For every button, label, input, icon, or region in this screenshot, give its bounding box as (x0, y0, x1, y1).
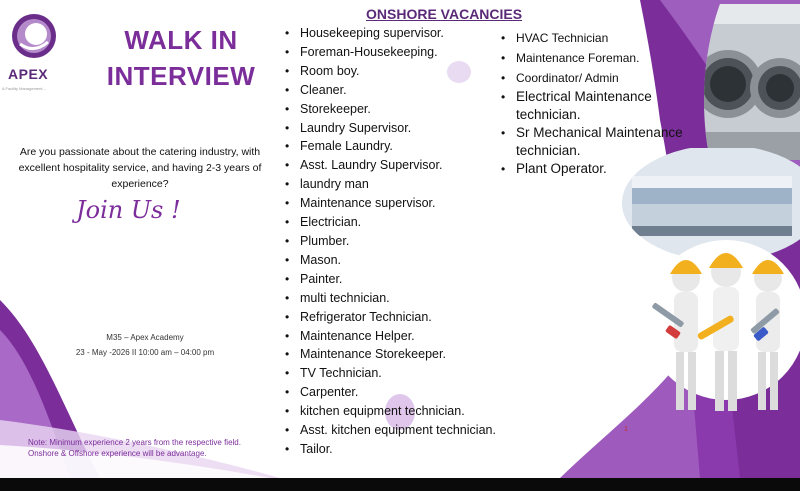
vacancy-item: • Electrician. (282, 213, 496, 232)
vacancy-item: • multi technician. (282, 289, 496, 308)
vacancy-item: • Mason. (282, 251, 496, 270)
venue-datetime: 23 - May -2026 II 10:00 am – 04:00 pm (75, 348, 215, 357)
vacancy-item: • Asst. kitchen equipment technician. (282, 421, 496, 440)
laundry-machines-image (690, 4, 800, 160)
vacancy-item: • TV Technician. (282, 364, 496, 383)
headline (96, 22, 266, 94)
experience-note: Note: Minimum experience 2 years from the respective field. Onshore & Offshore experience will be advantage. (28, 438, 241, 458)
vacancy-item: • Coordinator/ Admin (498, 68, 716, 88)
venue-location: M35 – Apex Academy (106, 333, 184, 342)
headline-line2: INTERVIEW (106, 61, 256, 91)
venue-info (20, 330, 270, 360)
intro-text: Are you passionate about the catering industry, with excellent hospitality service, and having 2-3 years of experience? (18, 146, 262, 190)
bottom-bar (0, 478, 800, 491)
headline-line1: WALK IN (124, 25, 238, 55)
logo-tagline: A Facility Management... (2, 86, 46, 91)
logo-name: APEX (8, 66, 49, 82)
vacancy-item: • Painter. (282, 270, 496, 289)
page-number: 1 (624, 426, 628, 433)
vacancy-item: • Housekeeping supervisor. (282, 24, 496, 43)
join-us-text: Join Us ! (76, 196, 181, 224)
vacancy-item: • Sr Mechanical Maintenance technician. (498, 124, 716, 160)
vacancy-item: • Maintenance Storekeeper. (282, 345, 496, 364)
vacancies-list-col1 (282, 24, 496, 459)
vacancy-item: • Female Laundry. (282, 137, 496, 156)
vacancy-item: • Maintenance supervisor. (282, 194, 496, 213)
vacancy-item: • Foreman-Housekeeping. (282, 43, 496, 62)
vacancy-item: • Room boy. (282, 62, 496, 81)
vacancy-item: • Maintenance Foreman. (498, 48, 716, 68)
vacancy-item: • Electrical Maintenance technician. (498, 88, 716, 124)
vacancy-item: • Plant Operator. (498, 160, 716, 178)
vacancy-item: • kitchen equipment technician. (282, 402, 496, 421)
vacancy-item: • Plumber. (282, 232, 496, 251)
vacancy-item: • Carpenter. (282, 383, 496, 402)
vacancy-item: • Asst. Laundry Supervisor. (282, 156, 496, 175)
vacancy-item: • Storekeeper. (282, 100, 496, 119)
vacancy-item: • Maintenance Helper. (282, 327, 496, 346)
vacancy-item: • laundry man (282, 175, 496, 194)
vacancy-item: • Tailor. (282, 440, 496, 459)
vacancy-item: • HVAC Technician (498, 28, 716, 48)
workers-illustration (636, 228, 800, 428)
vacancy-item: • Cleaner. (282, 81, 496, 100)
vacancy-item: • Refrigerator Technician. (282, 308, 496, 327)
vacancies-title: ONSHORE VACANCIES (366, 6, 523, 22)
vacancy-item: • Laundry Supervisor. (282, 119, 496, 138)
